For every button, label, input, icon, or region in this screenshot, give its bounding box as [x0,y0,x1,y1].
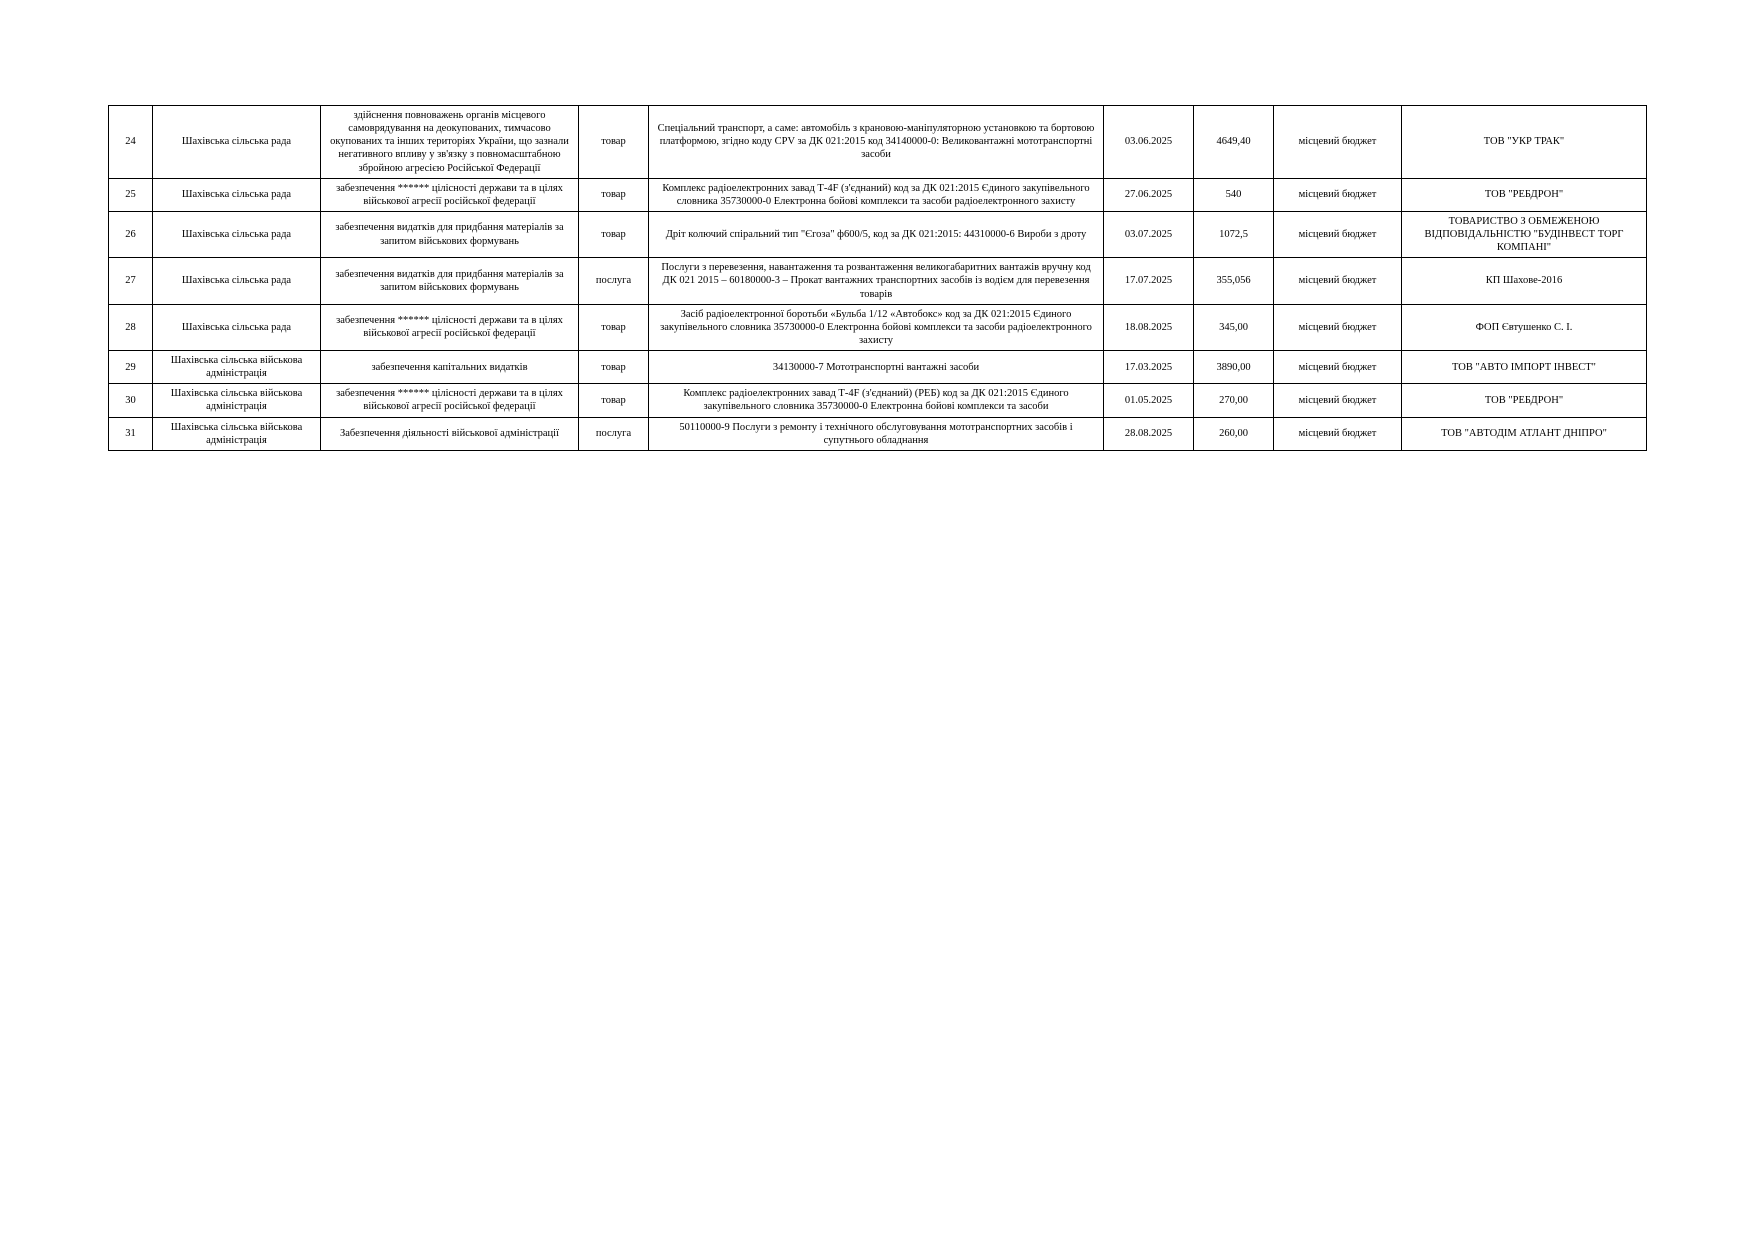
row-organization: Шахівська сільська військова адміністрація [153,351,321,384]
row-date: 01.05.2025 [1104,384,1194,417]
row-subject: 34130000-7 Мототранспортні вантажні засоби [649,351,1104,384]
row-date: 03.07.2025 [1104,211,1194,257]
row-source: місцевий бюджет [1274,384,1402,417]
row-amount: 270,00 [1194,384,1274,417]
row-kind: товар [579,351,649,384]
row-purpose: забезпечення видатків для придбання матеріалів за запитом військових формувань [321,258,579,304]
table-row [109,304,1647,350]
table-row [109,384,1647,417]
row-supplier: ТОВ "АВТО ІМПОРТ ІНВЕСТ" [1402,351,1647,384]
procurement-table [108,105,1647,451]
row-subject: 50110000-9 Послуги з ремонту і технічного обслуговування мототранспортних засобів і супутнього обладнання [649,417,1104,450]
row-source: місцевий бюджет [1274,304,1402,350]
row-organization: Шахівська сільська рада [153,211,321,257]
row-number: 29 [109,351,153,384]
row-supplier: ФОП Євтушенко С. І. [1402,304,1647,350]
row-organization: Шахівська сільська рада [153,178,321,211]
row-date: 28.08.2025 [1104,417,1194,450]
table-row [109,351,1647,384]
row-supplier: ТОВ "УКР ТРАК" [1402,106,1647,179]
row-purpose: Забезпечення діяльності військової адміністрації [321,417,579,450]
row-number: 28 [109,304,153,350]
row-organization: Шахівська сільська рада [153,258,321,304]
row-date: 17.07.2025 [1104,258,1194,304]
row-kind: товар [579,106,649,179]
row-supplier: ТОВ "РЕБДРОН" [1402,384,1647,417]
row-subject: Засіб радіоелектронної боротьби «Бульба 1/12 «Автобокс» код за ДК 021:2015 Єдиного закупівельного словника 35730000-0 Електронна бойові комплекси та засоби радіоелектронного захисту [649,304,1104,350]
table-body [109,106,1647,451]
row-source: місцевий бюджет [1274,106,1402,179]
row-supplier: ТОВ "РЕБДРОН" [1402,178,1647,211]
row-number: 27 [109,258,153,304]
row-amount: 1072,5 [1194,211,1274,257]
table-row [109,258,1647,304]
row-amount: 355,056 [1194,258,1274,304]
row-organization: Шахівська сільська військова адміністрація [153,417,321,450]
row-subject: Комплекс радіоелектронних завад Т-4F (з'єднаний) код за ДК 021:2015 Єдиного закупівельного словника 35730000-0 Електронна бойові комплекси та засоби радіоелектронного захисту [649,178,1104,211]
row-purpose: здійснення повноважень органів місцевого самоврядування на деокупованих, тимчасово окупованих та інших територіях України, що зазнали негативного впливу у зв'язку з повномасштабною збройною агресією Російської Федерації [321,106,579,179]
row-source: місцевий бюджет [1274,178,1402,211]
row-amount: 345,00 [1194,304,1274,350]
row-kind: товар [579,304,649,350]
table-row [109,178,1647,211]
row-source: місцевий бюджет [1274,211,1402,257]
row-supplier: КП Шахове-2016 [1402,258,1647,304]
row-subject: Послуги з перевезення, навантаження та розвантаження великогабаритних вантажів вручну код ДК 021 2015 – 60180000-3 – Прокат вантажних транспортних засобів із водієм для перевезення товарів [649,258,1104,304]
row-supplier: ТОВАРИСТВО З ОБМЕЖЕНОЮ ВІДПОВІДАЛЬНІСТЮ "БУДІНВЕСТ ТОРГ КОМПАНІ" [1402,211,1647,257]
row-subject: Спеціальний транспорт, а саме: автомобіль з крановою-маніпуляторною установкою та бортовою платформою, згідно коду CPV за ДК 021:2015 код 34140000-0: Великовантажні мототранспортні засоби [649,106,1104,179]
row-kind: товар [579,384,649,417]
row-kind: послуга [579,417,649,450]
table-row [109,211,1647,257]
row-organization: Шахівська сільська рада [153,106,321,179]
row-number: 25 [109,178,153,211]
row-number: 31 [109,417,153,450]
row-source: місцевий бюджет [1274,417,1402,450]
row-source: місцевий бюджет [1274,258,1402,304]
row-kind: товар [579,178,649,211]
row-subject: Комплекс радіоелектронних завад Т-4F (з'єднаний) (РЕБ) код за ДК 021:2015 Єдиного закупівельного словника 35730000-0 Електронна бойові комплекси та засоби [649,384,1104,417]
row-date: 03.06.2025 [1104,106,1194,179]
row-purpose: забезпечення ****** цілісності держави та в цілях військової агресії російської федерації [321,384,579,417]
row-date: 18.08.2025 [1104,304,1194,350]
row-source: місцевий бюджет [1274,351,1402,384]
row-kind: товар [579,211,649,257]
procurement-table-container [108,105,1646,451]
row-number: 30 [109,384,153,417]
row-supplier: ТОВ "АВТОДІМ АТЛАНТ ДНІПРО" [1402,417,1647,450]
row-subject: Дріт колючий спіральний тип "Єгоза" ф600/5, код за ДК 021:2015: 44310000-6 Вироби з дроту [649,211,1104,257]
row-purpose: забезпечення ****** цілісності держави та в цілях військової агресії російської федерації [321,178,579,211]
row-number: 24 [109,106,153,179]
row-organization: Шахівська сільська військова адміністрація [153,384,321,417]
table-row [109,106,1647,179]
row-amount: 260,00 [1194,417,1274,450]
row-purpose: забезпечення ****** цілісності держави та в цілях військової агресії російської федерації [321,304,579,350]
row-date: 17.03.2025 [1104,351,1194,384]
table-row [109,417,1647,450]
row-amount: 3890,00 [1194,351,1274,384]
row-kind: послуга [579,258,649,304]
row-purpose: забезпечення капітальних видатків [321,351,579,384]
row-organization: Шахівська сільська рада [153,304,321,350]
row-purpose: забезпечення видатків для придбання матеріалів за запитом військових формувань [321,211,579,257]
row-number: 26 [109,211,153,257]
row-amount: 4649,40 [1194,106,1274,179]
row-amount: 540 [1194,178,1274,211]
row-date: 27.06.2025 [1104,178,1194,211]
